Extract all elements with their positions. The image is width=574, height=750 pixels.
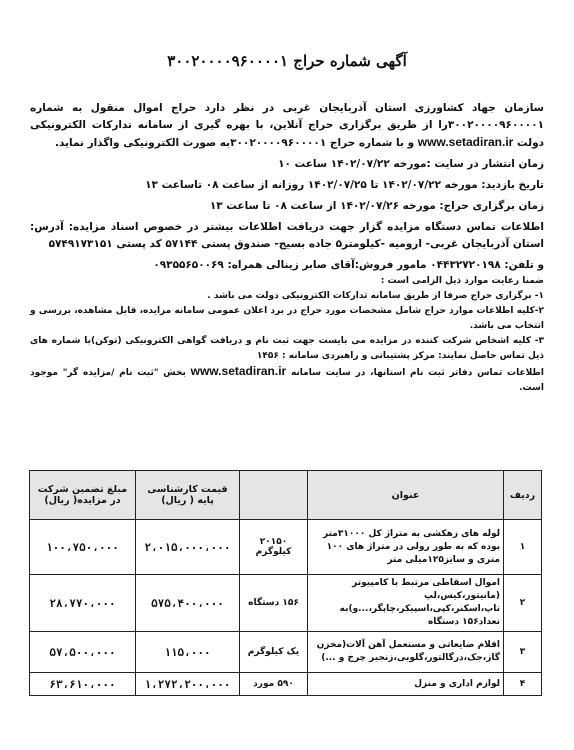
auction-items-table-wrap: [30, 470, 542, 696]
cell-title: اقلام ضایعاتی و مستعمل آهن آلات(مخزن گاز،جک،درگالتور،گلوبی،زنجیر چرخ و ...): [308, 632, 504, 673]
registration-text-tail: بخش "ثبت نام /مزایده گر" موجود است.: [30, 368, 544, 393]
notice-body: [30, 100, 544, 396]
table-row: [30, 632, 542, 673]
requirement-3: ۳- کلیه اشخاص شرکت کننده در مزایده می بایست جهت ثبت نام و دریافت گواهی الکترونیکی (توکن)با شماره های ذیل تماس حاصل نمایند: مرکز پشتیبانی و راهبردی سامانه : ۱۴۵۶: [30, 336, 544, 361]
header-title: عنوان: [308, 471, 504, 520]
table-row: [30, 520, 542, 575]
cell-title: اموال اسقاطی مرتبط با کامپیوتر (مانیتور،کیس،لپ تاپ،اسکنر،کپی،اسپیکر،چاپگر،...و)به تعداد۱۵۶ دستگاه: [308, 575, 504, 632]
cell-row-no: ۳: [504, 632, 542, 673]
cell-title: لوله های زهکشی به متراژ کل ۳۱۰۰۰متر بوده که به طور رولی در متراژ های ۱۰۰ متری و سایز۱۲۵میلی متر: [308, 520, 504, 575]
notice-paragraph-intro: [30, 100, 544, 152]
table-header-row: [30, 471, 542, 520]
cell-quantity: ۱۵۶ دستگاه: [240, 575, 308, 632]
cell-base-price: ۵۷۵،۴۰۰،۰۰۰: [136, 575, 240, 632]
header-row-no: ردیف: [504, 471, 542, 520]
cell-quantity: ۵۹۰ مورد: [240, 673, 308, 696]
contact-phone: و تلفن: ۰۴۴۳۲۷۲۰۱۹۸ مامور فروش:آقای صابر زینالی همراه: ۰۹۳۵۵۶۵۰۰۶۹: [153, 259, 544, 271]
publish-date: زمان انتشار در سایت :مورخه ۱۴۰۲/۰۷/۲۲ ساعت ۱۰: [278, 158, 544, 170]
cell-base-price: ۱،۲۷۲،۲۰۰،۰۰۰: [136, 673, 240, 696]
site-url-link-2[interactable]: www.setadiran.ir: [190, 364, 287, 378]
registration-text: اطلاعات تماس دفاتر ثبت نام استانها، در سایت سامانه: [290, 368, 544, 378]
visit-date: تاریخ بازدید: مورخه ۱۴۰۲/۰۷/۲۲ تا ۱۴۰۲/۰۷/۲۵ روزانه از ساعت ۰۸ تاساعت ۱۳: [145, 179, 544, 191]
cell-quantity: یک کیلوگرم: [240, 632, 308, 673]
notice-title: آگهی شماره حراج ۳۰۰۲۰۰۰۰۹۶۰۰۰۰۱: [167, 52, 407, 70]
cell-guarantee: ۱۰۰،۷۵۰،۰۰۰: [30, 520, 136, 575]
intro-text: سازمان جهاد کشاورزی استان آذربایجان غربی در نظر دارد حراج اموال منقول به شماره ۳۰۰۲۰۰۰۰۹۶۰۰۰۰۱را از طریق برگزاری حراج آنلاین، با بهره گیری از سامانه تدارکات الکترونیکی دولت: [30, 102, 544, 149]
intro-text-tail: و با شماره حراج ۳۰۰۲۰۰۰۰۹۶۰۰۰۰۱به صورت الکترونیکی واگذار نماید.: [55, 137, 415, 149]
cell-guarantee: ۶۳،۶۱۰،۰۰۰: [30, 673, 136, 696]
site-url-link[interactable]: www.setadiran.ir: [417, 135, 514, 149]
cell-title: لوازم اداری و منزل: [308, 673, 504, 696]
cell-base-price: ۱۱۵،۰۰۰: [136, 632, 240, 673]
cell-guarantee: ۲۸،۷۷۰،۰۰۰: [30, 575, 136, 632]
table-row: [30, 575, 542, 632]
contact-address: اطلاعات تماس دستگاه مزایده گزار جهت دریافت اطلاعات بیشتر در خصوص اسناد مزایده: آدرس: استان آذربایجان غربی- ارومیه -کیلومتر۵ جاده بسیج- صندوق پستی ۵۷۱۴۴ کد پستی ۵۷۴۹۱۷۳۱۵۱: [30, 221, 544, 250]
registration-offices: [30, 364, 544, 396]
requirements-heading: ضمنا رعایت موارد ذیل الزامی است :: [380, 276, 544, 286]
cell-guarantee: ۵۷،۵۰۰،۰۰۰: [30, 632, 136, 673]
cell-row-no: ۱: [504, 520, 542, 575]
cell-quantity: ۲۰۱۵۰ کیلوگرم: [240, 520, 308, 575]
header-guarantee: مبلغ تضمین شرکت در مزایده( ریال): [30, 471, 136, 520]
auction-date: زمان برگزاری حراج: مورخه ۱۴۰۲/۰۷/۲۶ از ساعت ۰۸ تا ساعت ۱۳: [209, 200, 544, 212]
cell-row-no: ۲: [504, 575, 542, 632]
header-quantity: [240, 471, 308, 520]
requirement-1: ۱- برگزاری حراج صرفا از طریق سامانه تدارکات الکترونیکی دولت می باشد .: [207, 291, 544, 301]
table-row: [30, 673, 542, 696]
requirement-2: ۲-کلیه اطلاعات موارد حراج شامل مشخصات مورد حراج در برد اعلان عمومی سامانه مزایده، قابل مشاهده، بررسی و انتخاب می باشد.: [30, 306, 544, 331]
header-base-price: قیمت کارشناسی پایه ( ریال): [136, 471, 240, 520]
auction-items-table: [29, 470, 542, 696]
cell-row-no: ۴: [504, 673, 542, 696]
cell-base-price: ۲،۰۱۵،۰۰۰،۰۰۰: [136, 520, 240, 575]
